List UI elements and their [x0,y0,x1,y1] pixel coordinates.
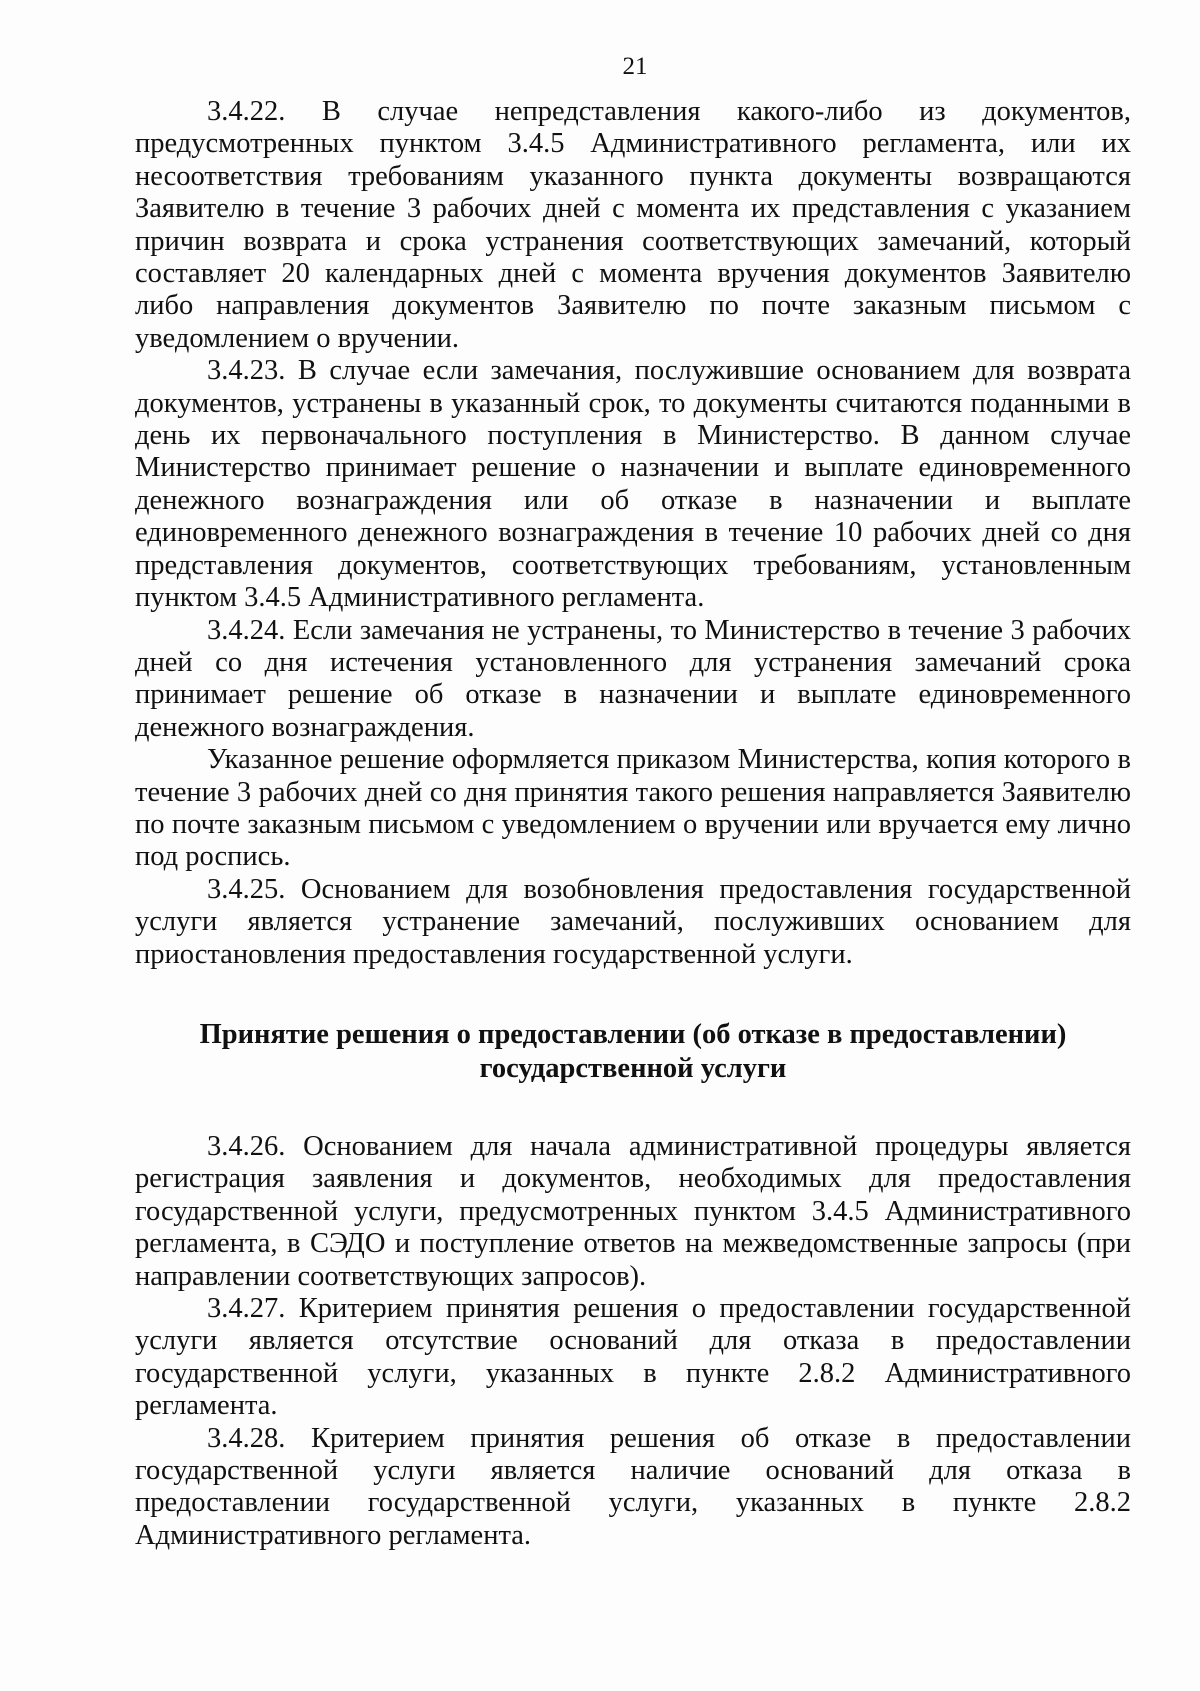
section-heading-line-1: Принятие решения о предоставлении (об отказе в предоставлении) [199,1018,1067,1050]
paragraph-3-4-22: 3.4.22. В случае непредставления какого-либо из документов, предусмотренных пунктом 3.4.5 Административного регламента, или их несоответствия требованиям указанного пункта документы возвращаются Заявителю в течение 3 рабочих дней с момента их представления с указанием причин возврата и срока устранения соответствующих замечаний, который составляет 20 календарных дней с момента вручения документов Заявителю либо направления документов Заявителю по почте заказным письмом с уведомлением о вручении. [135,96,1131,354]
paragraph-3-4-24: 3.4.24. Если замечания не устранены, то Министерство в течение 3 рабочих дней со дня истечения установленного для устранения замечаний срока принимает решение об отказе в назначении и выплате единовременного денежного вознаграждения. [135,614,1131,743]
paragraph-3-4-27: 3.4.27. Критерием принятия решения о предоставлении государственной услуги является отсутствие оснований для отказа в предоставлении государственной услуги, указанных в пункте 2.8.2 Административного регламента. [135,1293,1131,1422]
document-body [135,96,1131,1552]
paragraph-3-4-28: 3.4.28. Критерием принятия решения об отказе в предоставлении государственной услуги является наличие оснований для отказа в предоставлении государственной услуги, указанных в пункте 2.8.2 Административного регламента. [135,1422,1131,1551]
section-heading-line-2: государственной услуги [479,1052,787,1084]
paragraph-3-4-23: 3.4.23. В случае если замечания, послужившие основанием для возврата документов, устранены в указанный срок, то документы считаются поданными в день их первоначального поступления в Министерство. В данном случае Министерство принимает решение о назначении и выплате единовременного денежного вознаграждения или об отказе в назначении и выплате единовременного денежного вознаграждения в течение 10 рабочих дней со дня представления документов, соответствующих требованиям, установленным пунктом 3.4.5 Административного регламента. [135,355,1131,614]
section-heading [135,971,1131,1131]
paragraph-3-4-26: 3.4.26. Основанием для начала административной процедуры является регистрация заявления и документов, необходимых для предоставления государственной услуги, предусмотренных пунктом 3.4.5 Административного регламента, в СЭДО и поступление ответов на межведомственные запросы (при направлении соответствующих запросов). [135,1130,1131,1292]
paragraph-decision-order: Указанное решение оформляется приказом Министерства, копия которого в течение 3 рабочих дней со дня принятия такого решения направляется Заявителю по почте заказным письмом с уведомлением о вручении или вручается ему лично под роспись. [135,744,1131,873]
page-number: 21 [622,53,648,80]
paragraph-3-4-25: 3.4.25. Основанием для возобновления предоставления государственной услуги является устранение замечаний, послуживших основанием для приостановления предоставления государственной услуги. [135,873,1131,970]
